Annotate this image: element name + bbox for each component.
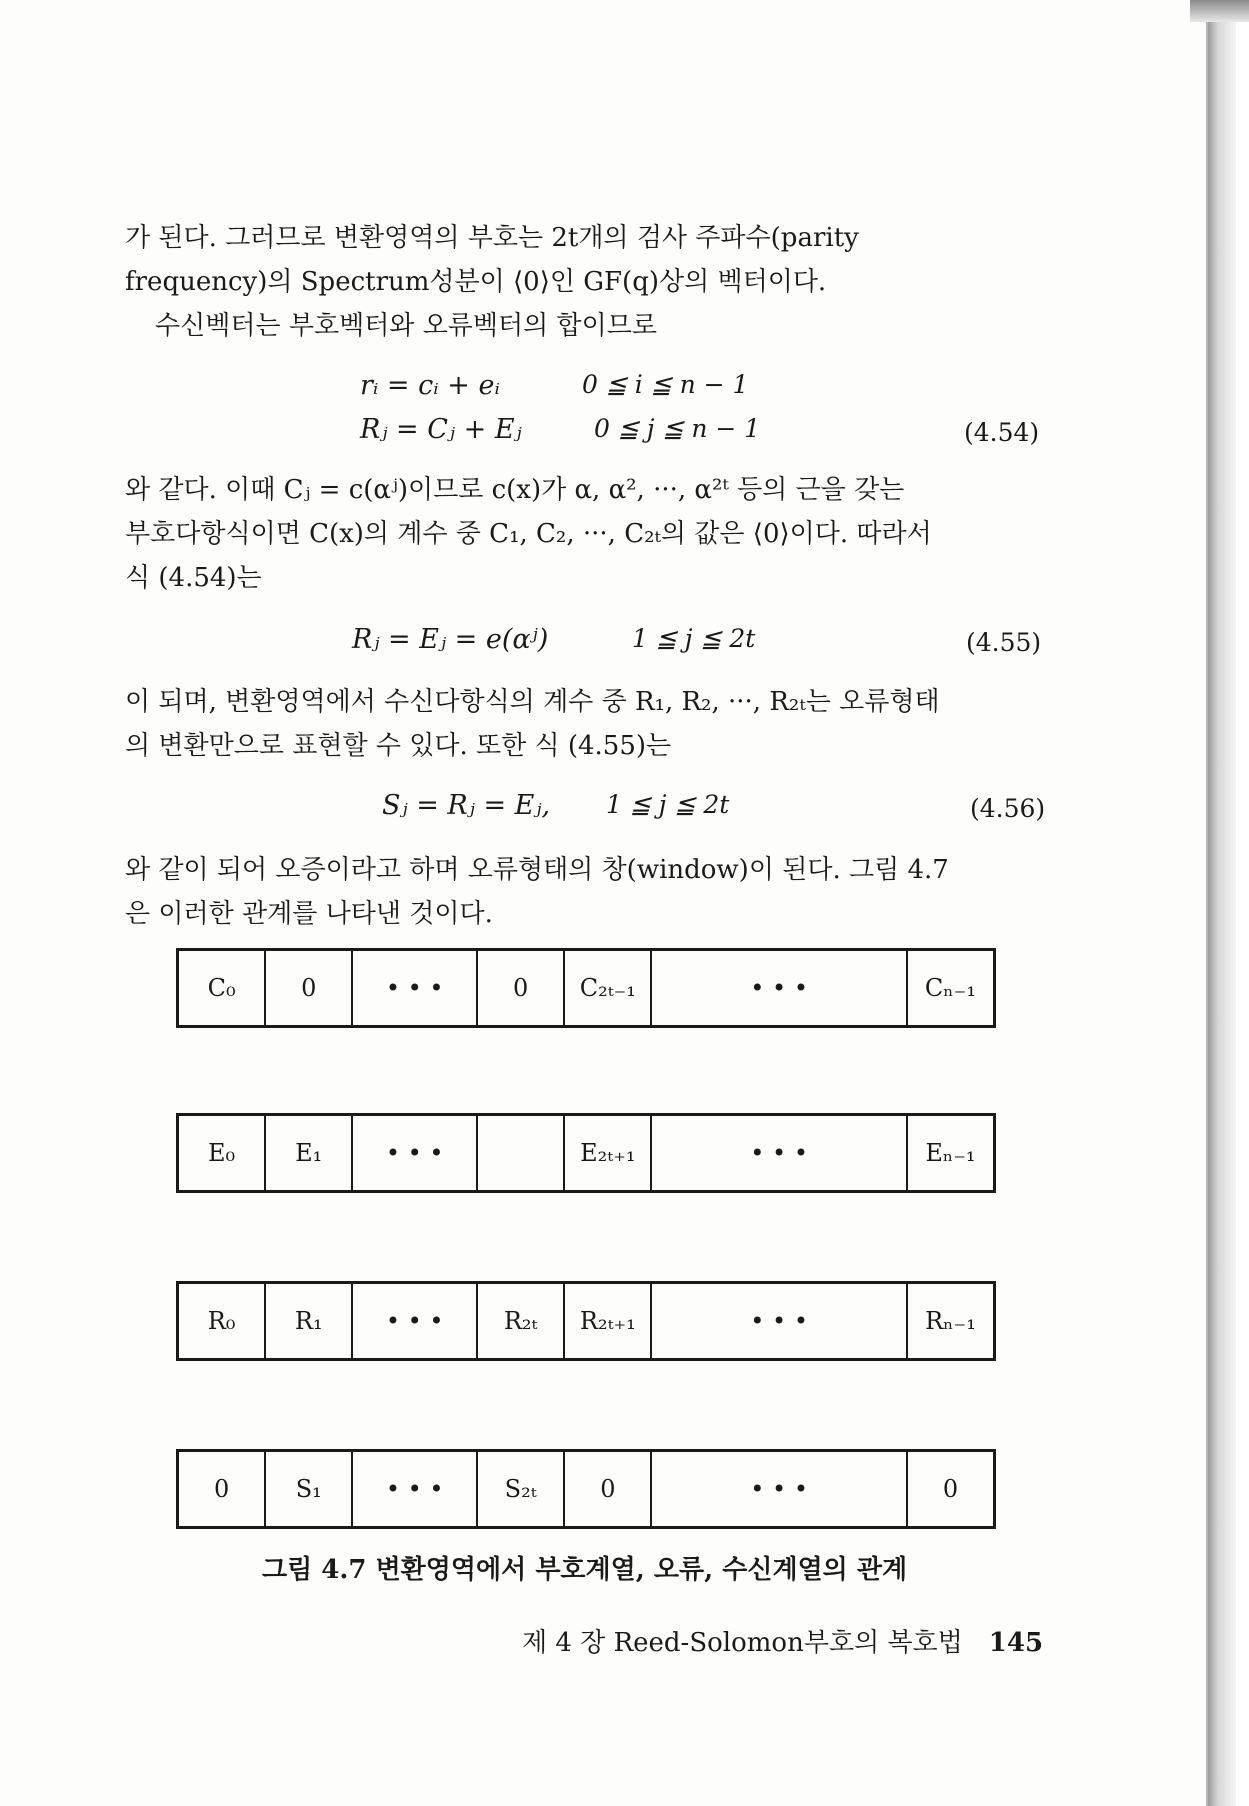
paragraph-line: 가 된다. 그러므로 변환영역의 부호는 2t개의 검사 주파수(parity: [125, 223, 859, 253]
equation-number: (4.55): [966, 628, 1042, 657]
paragraph-line: 와 같이 되어 오증이라고 하며 오류형태의 창(window)이 된다. 그림 4.7: [125, 855, 949, 885]
paragraph-1: [125, 216, 1065, 348]
page-number: 145: [988, 1628, 1044, 1658]
figure-cell-dots: • • •: [652, 1452, 907, 1526]
figure-cell-dots: • • •: [353, 1116, 478, 1190]
figure-cell: Eₙ₋₁: [925, 1139, 976, 1167]
figure-cell: 0: [478, 951, 565, 1025]
equation-4-54-range-2: 0 ≦ j ≦ n − 1: [594, 414, 761, 443]
figure-cell: E₁: [266, 1116, 353, 1190]
paragraph-2: [125, 468, 1065, 600]
figure-cell: R₀: [179, 1284, 266, 1358]
paragraph-line: 은 이러한 관계를 나타낸 것이다.: [125, 899, 493, 929]
figure-cell: S₂ₜ: [478, 1452, 565, 1526]
figure-cell: Rₙ₋₁: [925, 1307, 976, 1335]
figure-cell: 0: [266, 951, 353, 1025]
figure-cell-dots: • • •: [652, 1116, 907, 1190]
paragraph-3: [125, 680, 1065, 768]
figure-cell: E₂ₜ₊₁: [565, 1116, 652, 1190]
figure-cell: 0: [179, 1452, 266, 1526]
figure-cell: Cₙ₋₁: [924, 974, 976, 1002]
figure-cell-dots: • • •: [353, 1284, 478, 1358]
figure-row-syndrome: [176, 1449, 996, 1529]
figure-row-error: [176, 1113, 996, 1193]
figure-cell: R₂ₜ: [478, 1284, 565, 1358]
paragraph-line: 수신벡터는 부호벡터와 오류벡터의 합이므로: [155, 311, 657, 341]
figure-cell-dots: • • •: [652, 1284, 907, 1358]
page-edge-shadow: [1208, 0, 1236, 1806]
figure-cell: E₀: [179, 1116, 266, 1190]
equation-number: (4.54): [964, 418, 1040, 447]
equation-4-56-range: 1 ≦ j ≦ 2t: [606, 790, 730, 819]
figure-cell: S₁: [266, 1452, 353, 1526]
figure-cell: 0: [942, 1475, 959, 1503]
figure-row-received: [176, 1281, 996, 1361]
figure-caption: 그림 4.7 변환영역에서 부호계열, 오류, 수신계열의 관계: [262, 1555, 908, 1585]
figure-cell: C₂ₜ₋₁: [565, 951, 652, 1025]
equation-4-56: Sⱼ = Rⱼ = Eⱼ,: [382, 790, 551, 821]
equation-4-55-range: 1 ≦ j ≦ 2t: [632, 624, 756, 653]
figure-cell: R₂ₜ₊₁: [565, 1284, 652, 1358]
figure-cell-dots: • • •: [652, 951, 907, 1025]
paragraph-line: 의 변환만으로 표현할 수 있다. 또한 식 (4.55)는: [125, 731, 672, 761]
figure-cell: 0: [565, 1452, 652, 1526]
paragraph-4: [125, 848, 1065, 936]
figure-cell: [478, 1116, 565, 1190]
page-footer: [522, 1622, 1043, 1659]
paragraph-line: 와 같다. 이때 Cⱼ = c(αʲ)이므로 c(x)가 α, α², ···, α²ᵗ 등의 근을 갖는: [125, 475, 905, 505]
figure-cell-dots: • • •: [353, 951, 478, 1025]
chapter-title: 제 4 장 Reed-Solomon부호의 복호법: [522, 1628, 963, 1658]
equation-4-54-range-1: 0 ≦ i ≦ n − 1: [582, 370, 749, 399]
figure-cell: R₁: [266, 1284, 353, 1358]
equation-4-54-row-2: Rⱼ = Cⱼ + Eⱼ: [360, 414, 522, 445]
paragraph-line: 식 (4.54)는: [125, 563, 262, 593]
paragraph-line: 부호다항식이면 C(x)의 계수 중 C₁, C₂, ···, C₂ₜ의 값은 ⟨0⟩이다. 따라서: [125, 519, 932, 549]
figure-cell-dots: • • •: [353, 1452, 478, 1526]
equation-4-54-row-1: rᵢ = cᵢ + eᵢ: [360, 370, 500, 401]
equation-number: (4.56): [970, 794, 1046, 823]
figure-row-code: [176, 948, 996, 1028]
figure-cell: C₀: [179, 951, 266, 1025]
page-corner-shadow: [1190, 0, 1249, 22]
equation-4-55: Rⱼ = Eⱼ = e(αʲ): [352, 624, 549, 655]
paragraph-line: frequency)의 Spectrum성분이 ⟨0⟩인 GF(q)상의 벡터이다.: [125, 267, 827, 297]
paragraph-line: 이 되며, 변환영역에서 수신다항식의 계수 중 R₁, R₂, ···, R₂ₜ는 오류형태: [125, 687, 940, 717]
